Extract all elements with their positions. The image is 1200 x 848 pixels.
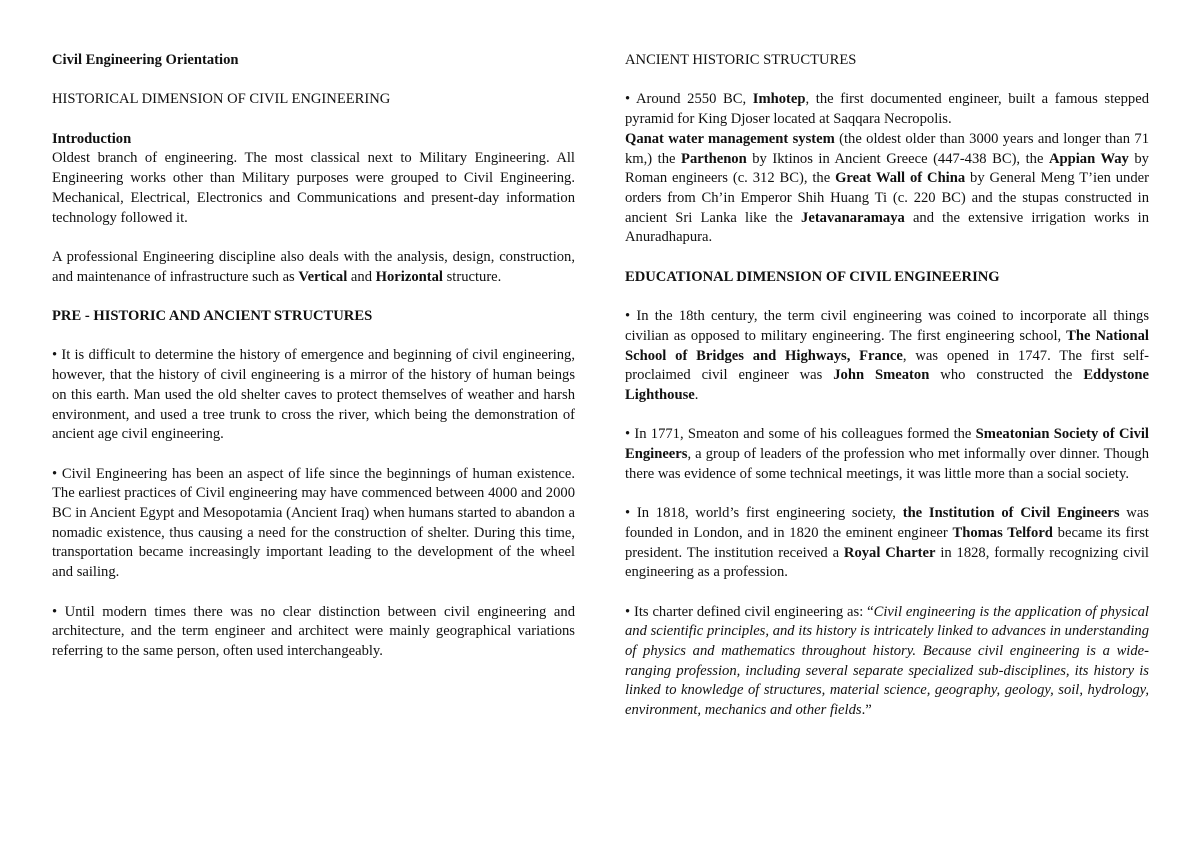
prehistoric-bullet-1: • It is difficult to determine the history of emergence and beginning of civil engineering, however, that the history of civil engineering is a mirror of the history of human beings on this earth. Man used the old shelter caves to protect themselves of weather and harsh environment, and used a tree trunk to cross the river, which being the demonstration of ancient age civil engineering.	[52, 347, 575, 443]
intro-paragraph-1: Oldest branch of engineering. The most classical next to Military Engineering. All Engineering works other than Military purposes were grouped to Civil Engineering. Mechanical, Electrical, Electronics and Communications and present-day information technology followed it.	[52, 150, 575, 226]
left-column	[52, 51, 575, 662]
educational-bullet-3: • In 1818, world’s first engineering society, the Institution of Civil Engineers was founded in London, and in 1820 the eminent engineer Thomas Telford became its first president. The institution received a Royal Charter in 1828, formally recognizing civil engineering as a profession.	[625, 505, 1149, 581]
educational-bullet-4: • Its charter defined civil engineering as: “Civil engineering is the application of physical and scientific principles, and its history is intricately linked to advances in understanding of physics and mathematics throughout history. Because civil engineering is a wide-ranging profession, including several separate specialized sub-disciplines, its history is linked to knowledge of structures, material science, geography, geology, soil, hydrology, environment, mechanics and other fields.”	[625, 603, 1149, 719]
intro-paragraph-2: A professional Engineering discipline also deals with the analysis, design, construction, and maintenance of infrastructure such as Vertical and Horizontal structure.	[52, 248, 575, 285]
document-title: Civil Engineering Orientation	[52, 52, 239, 68]
prehistoric-bullet-3: • Until modern times there was no clear distinction between civil engineering and architecture, and the term engineer and architect were mainly geographical variations referring to the same person, often used interchangeably.	[52, 603, 575, 659]
ancient-bullet: • Around 2550 BC, Imhotep, the first documented engineer, built a famous stepped pyramid for King Djoser located at Saqqara Necropolis. Qanat water management system (the oldest older than 3000 years and longer than 71 km,) the Parthenon by Iktinos in Ancient Greece (447-438 BC), the Appian Way by Roman engineers (c. 312 BC), the Great Wall of China by General Meng T’ien under orders from Ch’in Emperor Shih Huang Ti (c. 220 BC) and the stupas constructed in ancient Sri Lanka like the Jetavanaramaya and the extensive irrigation works in Anuradhapura.	[625, 91, 1149, 246]
educational-heading: EDUCATIONAL DIMENSION OF CIVIL ENGINEERING	[625, 268, 1000, 285]
prehistoric-heading: PRE - HISTORIC AND ANCIENT STRUCTURES	[52, 308, 373, 325]
right-column	[625, 51, 1149, 721]
section-title: HISTORICAL DIMENSION OF CIVIL ENGINEERING	[52, 91, 391, 108]
educational-bullet-2: • In 1771, Smeaton and some of his colleagues formed the Smeatonian Society of Civil Engineers, a group of leaders of the profession who met informally over dinner. Though there was evidence of some technical meetings, it was little more than a social society.	[625, 426, 1149, 482]
prehistoric-bullet-2: • Civil Engineering has been an aspect of life since the beginnings of human existence. The earliest practices of Civil engineering may have commenced between 4000 and 2000 BC in Ancient Egypt and Mesopotamia (Ancient Iraq) when humans started to abandon a nomadic existence, thus causing a need for the construction of shelter. During this time, transportation became increasingly important leading to the development of the wheel and sailing.	[52, 465, 575, 581]
educational-bullet-1: • In the 18th century, the term civil engineering was coined to incorporate all things civilian as opposed to military engineering. The first engineering school, The National School of Bridges and Highways, France, was opened in 1747. The first self-proclaimed civil engineer was John Smeaton who constructed the Eddystone Lighthouse.	[625, 308, 1150, 403]
ancient-heading: ANCIENT HISTORIC STRUCTURES	[625, 52, 857, 68]
intro-heading: Introduction	[52, 130, 132, 147]
